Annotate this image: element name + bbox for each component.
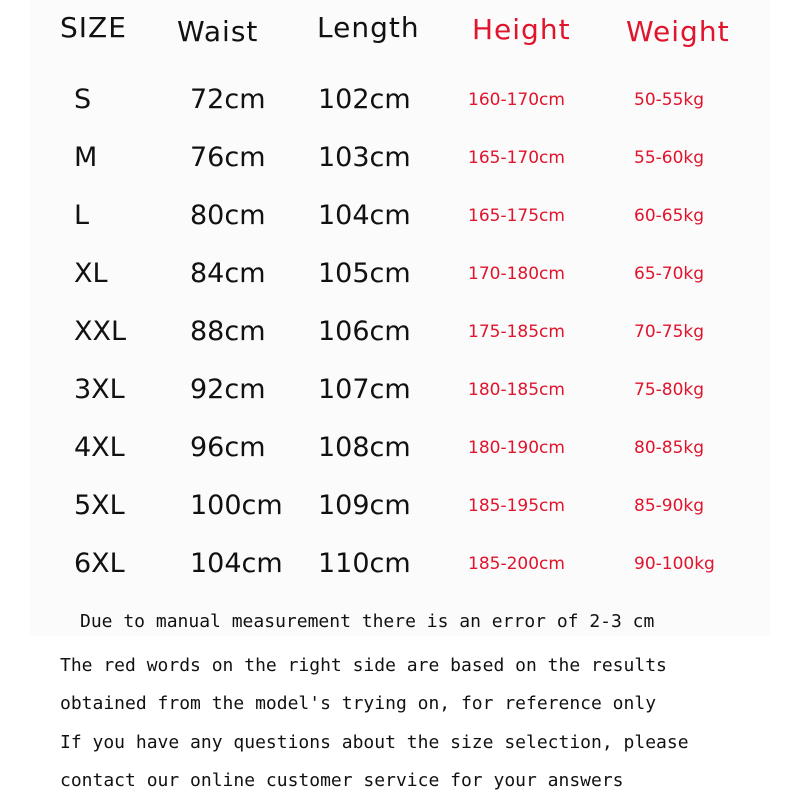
cell-length: 107cm [318, 374, 411, 405]
cell-height: 185-200cm [468, 554, 565, 574]
header-size: SIZE [60, 11, 127, 44]
cell-waist: 76cm [190, 142, 266, 173]
measurement-note: Due to manual measurement there is an error of 2-3 cm [80, 611, 655, 632]
cell-height: 175-185cm [468, 322, 565, 342]
cell-waist: 100cm [190, 490, 283, 521]
cell-waist: 84cm [190, 258, 266, 289]
header-weight: Weight [626, 15, 730, 48]
cell-size: M [74, 142, 98, 173]
cell-waist: 88cm [190, 316, 266, 347]
cell-waist: 72cm [190, 84, 266, 115]
cell-weight: 65-70kg [634, 264, 705, 284]
cell-length: 108cm [318, 432, 411, 463]
cell-waist: 80cm [190, 200, 266, 231]
header-waist: Waist [177, 15, 259, 48]
cell-length: 106cm [318, 316, 411, 347]
cell-weight: 85-90kg [634, 496, 705, 516]
cell-height: 180-190cm [468, 438, 565, 458]
cell-size: 6XL [74, 548, 125, 579]
cell-length: 109cm [318, 490, 411, 521]
cell-size: 3XL [74, 374, 125, 405]
header-length: Length [317, 11, 420, 44]
cell-weight: 80-85kg [634, 438, 705, 458]
cell-size: 5XL [74, 490, 125, 521]
cell-height: 170-180cm [468, 264, 565, 284]
cell-weight: 90-100kg [634, 554, 715, 574]
cell-height: 160-170cm [468, 90, 565, 110]
cell-size: L [74, 200, 90, 231]
note-line-2: obtained from the model's trying on, for reference only [60, 693, 657, 714]
cell-length: 105cm [318, 258, 411, 289]
cell-length: 102cm [318, 84, 411, 115]
cell-size: 4XL [74, 432, 125, 463]
cell-length: 103cm [318, 142, 411, 173]
header-height: Height [472, 13, 571, 46]
cell-size: XXL [74, 316, 127, 347]
cell-length: 104cm [318, 200, 411, 231]
cell-size: XL [74, 258, 108, 289]
cell-length: 110cm [318, 548, 411, 579]
cell-waist: 104cm [190, 548, 283, 579]
cell-weight: 60-65kg [634, 206, 705, 226]
cell-height: 165-170cm [468, 148, 565, 168]
cell-waist: 96cm [190, 432, 266, 463]
cell-weight: 70-75kg [634, 322, 705, 342]
cell-weight: 50-55kg [634, 90, 705, 110]
cell-weight: 55-60kg [634, 148, 705, 168]
cell-waist: 92cm [190, 374, 266, 405]
cell-height: 180-185cm [468, 380, 565, 400]
cell-weight: 75-80kg [634, 380, 705, 400]
note-line-4: contact our online customer service for your answers [60, 770, 624, 791]
note-line-3: If you have any questions about the size selection, please [60, 732, 689, 753]
cell-height: 185-195cm [468, 496, 565, 516]
cell-height: 165-175cm [468, 206, 565, 226]
cell-size: S [74, 84, 92, 115]
note-line-1: The red words on the right side are based on the results [60, 655, 667, 676]
